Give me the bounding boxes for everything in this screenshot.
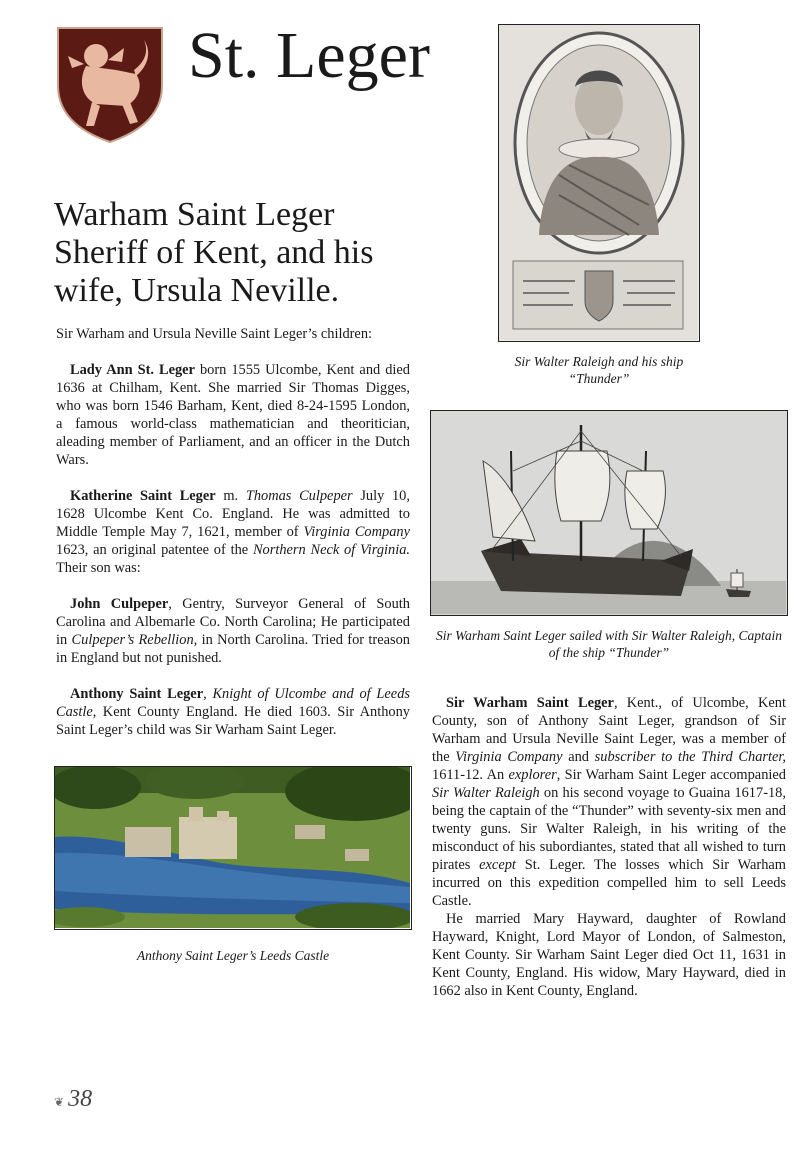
child-paragraph-katherine: Katherine Saint Leger m. Thomas Culpeper July 10, 1628 Ulcombe Kent Co. England. He was admitted to Middle Temple May 7, 1621, member of Virginia Company 1623, an original patentee of the Northern Neck of Virginia. Their son was: [56,488,411,576]
right-column [432,694,786,1000]
leaf-ornament-icon: ❦ [54,1095,65,1109]
marriage-paragraph: He married Mary Hayward, daughter of Rowland Hayward, Knight, Lord Mayor of London, of Salmeston, Kent County. Sir Warham Saint Leger died Oct 11, 1631 in Kent County, England. His widow, Mary Hayward, died in 1662 also in Kent County, England. [432,911,786,999]
ship-thunder-image [430,410,788,616]
article-heading: Warham Saint Leger Sheriff of Kent, and his wife, Ursula Neville. [54,196,374,309]
child-name: Lady Ann St. Leger [70,362,195,378]
sailing-ship-illustration [431,411,786,614]
castle-image-caption: Anthony Saint Leger’s Leeds Castle [136,948,330,963]
warham-paragraph: Sir Warham Saint Leger, Kent., of Ulcombe, Kent County, son of Anthony Saint Leger, grandson of Sir Warham and Ursula Neville Saint Leger, was a member of the Virginia Company and subscriber to the Third Charter, 1611-12. An explorer, Sir Warham Saint Leger accompanied Sir Walter Raleigh on his second voyage to Guaina 1617-18, being the captain of the “Thunder” with seventy-six men and twenty guns. Sir Walter Raleigh, in his writing of the misconduct of his subordiantes, stated that all wished to turn pirates except St. Leger. The losses which Sir Warham incurred on this expedition compelled him to sell Leeds Castle. [432,695,787,909]
leeds-castle-image [54,766,412,930]
left-column [56,325,410,739]
child-name: John Culpeper [70,596,169,612]
child-name: Anthony Saint Leger [70,686,204,702]
child-paragraph-john: John Culpeper, Gentry, Surveyor General of South Carolina and Albemarle Co. North Carolina; He participated in Culpeper’s Rebellion, in North Carolina. Tried for treason in England but not punished. [56,596,410,666]
page-number: ❦ 38 [54,1086,93,1112]
family-crest [56,26,164,144]
heraldic-lion-shield-icon [56,26,164,144]
raleigh-image-caption: Sir Walter Raleigh and his ship “Thunder” [514,354,684,386]
child-name: Katherine Saint Leger [70,488,216,504]
intro-paragraph: Sir Warham and Ursula Neville Saint Leger’s children: [56,326,373,342]
castle-landscape-illustration [55,767,410,928]
child-paragraph-anthony: Anthony Saint Leger, Knight of Ulcombe and of Leeds Castle, Kent County England. He died 1603. Sir Anthony Saint Leger’s child was Sir Warham Saint Leger. [56,686,410,738]
raleigh-portrait-image [498,24,700,342]
child-paragraph-ann: Lady Ann St. Leger born 1555 Ulcombe, Kent and died 1636 at Chilham, Kent. She married Sir Thomas Digges, who was born 1546 Barham, Kent, died 8-24-1595 London, a famous world-class mathematician and theoritician, aleading member of Parliament, and an officer in the Dutch Wars. [56,362,410,468]
engraved-portrait-illustration [499,25,698,340]
person-name: Sir Warham Saint Leger [446,695,614,711]
ship-image-caption: Sir Warham Saint Leger sailed with Sir Walter Raleigh, Captain of the ship “Thunder” [435,628,783,660]
family-title: St. Leger [188,19,430,92]
